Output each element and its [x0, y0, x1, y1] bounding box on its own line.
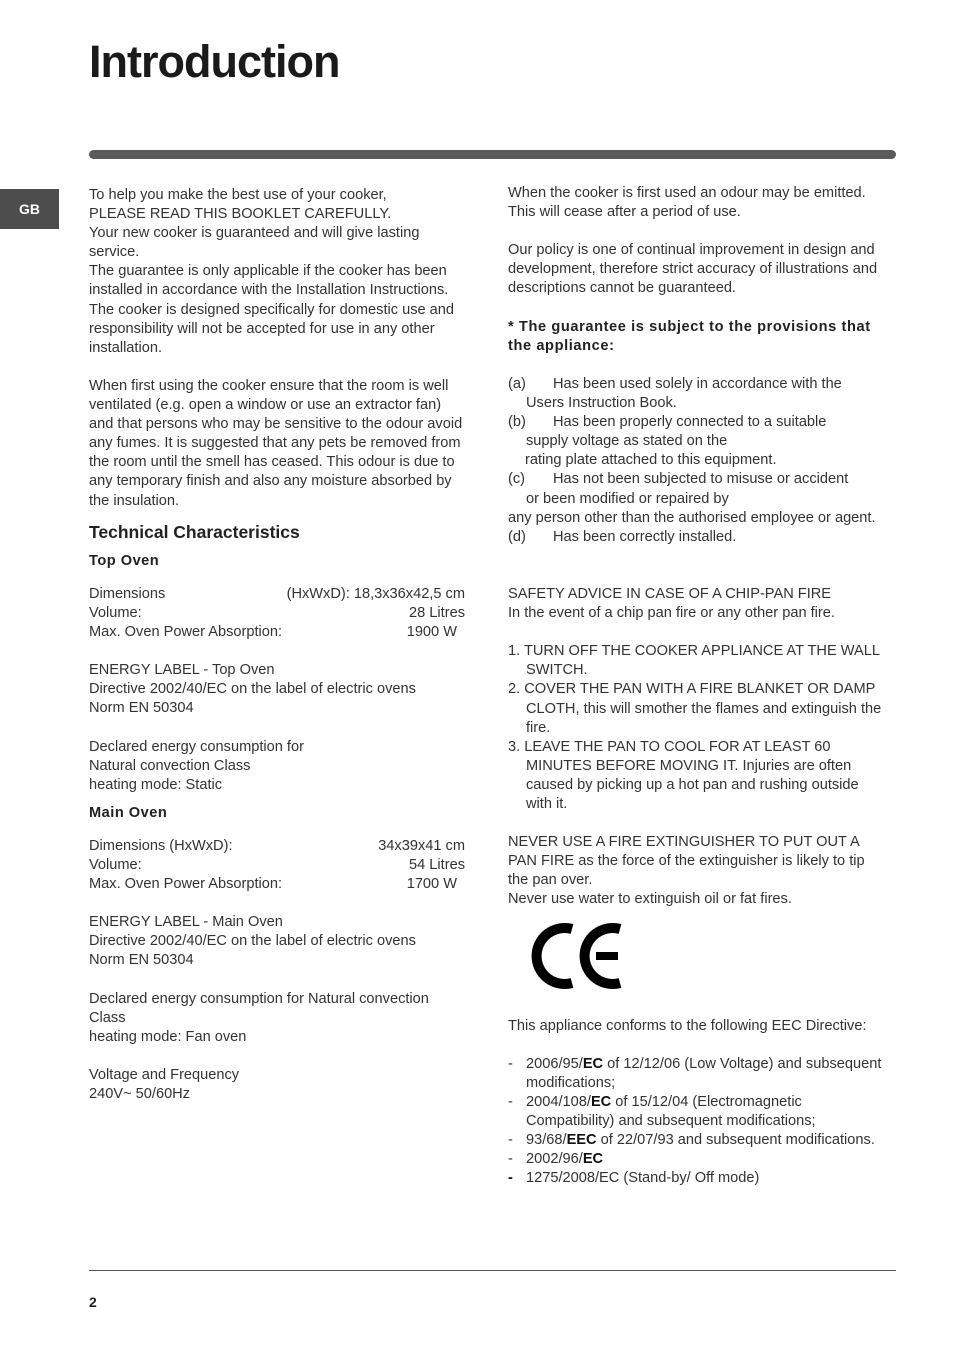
right-column: When the cooker is first used an odour may be emitted. This will cease after a period of use. Our policy is one of continual improvement in design and development, therefore strict accuracy of illustrations and descriptions cannot be guaranteed. * The guarantee is subject to the provisions that the appliance: (a) Has been used solely in accordance with the Users Instruction Book. (b) Has been properly connected to a suitable supply voltage as stated on the rating plate attached to this equipment. (c) Has not been subjected to misuse or accident or been modified or repaired by any person other than the authorised employee or agent. (d) Has been correctly installed. SAFETY ADVICE IN CASE OF A CHIP-PAN FIRE In the event of a chip pan fire or any other pan fire. 1. TURN OFF THE COOKER APPLIANCE AT THE WALL SWITCH. 2. COVER THE PAN WITH A FIRE BLANKET OR DAMP CLOTH, this will smother the flames and extinguish the fire. 3. LEAVE THE PAN TO COOL FOR AT LEAST 60 MINUTES BEFORE MOVING IT. Injuries are often caused by picking up a hot pan and rushing outside with it. NEVER USE A FIRE EXTINGUISHER TO PUT OUT A PAN FIRE as the force of the extinguisher is likely to tip the pan over. Never use water to extinguish oil or fat fires. This appliance conforms to the following EEC Directive: - 2006/95/EC of 12/12/06 (Low Voltage) and subsequent modifications; - 2004/108/EC of 15/12/04 (Electromagnetic Compatibility) and subsequent modifications; - 93/68/EEC of 22/07/93 and subsequent modifications. - 2002/96/EC - 1275/2008/EC (Stand-by/ Off mode) [508, 184, 884, 1188]
directive-item: - 93/68/EEC of 22/07/93 and subsequent modifications. [508, 1132, 875, 1149]
page-title: Introduction [89, 36, 340, 87]
safety-intro: In the event of a chip pan fire or any other pan fire. [508, 605, 835, 622]
directive-item: - 2006/95/EC of 12/12/06 (Low Voltage) and subsequent modifications; [508, 1055, 882, 1091]
main-directive: Directive 2002/40/EC on the label of electric ovens [89, 933, 416, 950]
intro-line: PLEASE READ THIS BOOKLET CAREFULLY. [89, 206, 392, 223]
top-power-row: Max. Oven Power Absorption: 1900 W [89, 623, 457, 640]
safety-step: 1. TURN OFF THE COOKER APPLIANCE AT THE WALL SWITCH. [508, 643, 880, 679]
voltage-label: Voltage and Frequency [89, 1067, 240, 1084]
top-declared-class: Natural convection Class [89, 757, 251, 774]
left-column [89, 186, 465, 1104]
intro-line: Your new cooker is guaranteed and will give lasting service. [89, 225, 420, 261]
top-energy-label: ENERGY LABEL - Top Oven [89, 662, 275, 679]
tech-heading: Technical Characteristics [89, 521, 300, 542]
extinguisher-warning: NEVER USE A FIRE EXTINGUISHER TO PUT OUT A PAN FIRE as the force of the extinguisher is likely to tip the pan over. [508, 834, 865, 889]
page-number: 2 [89, 1294, 97, 1310]
condition-item: (c) Has not been subjected to misuse or accident [508, 471, 849, 488]
top-declared: Declared energy consumption for [89, 738, 304, 755]
top-dimensions-row: Dimensions (HxWxD): 18,3x36x42,5 cm [89, 585, 465, 602]
condition-item: (a) Has been used solely in accordance with the [508, 375, 842, 392]
safety-step: 3. LEAVE THE PAN TO COOL FOR AT LEAST 60 MINUTES BEFORE MOVING IT. Injuries are often caused by picking up a hot pan and rushing outside with it. [508, 738, 859, 812]
conformity-statement: This appliance conforms to the following EEC Directive: [508, 1017, 867, 1034]
main-norm: Norm EN 50304 [89, 952, 194, 969]
top-directive: Directive 2002/40/EC on the label of electric ovens [89, 681, 416, 698]
directive-item: - 2004/108/EC of 15/12/04 (Electromagnetic Compatibility) and subsequent modifications; [508, 1093, 816, 1130]
condition-item: (d) Has been correctly installed. [508, 528, 737, 545]
ventilation-paragraph: When first using the cooker ensure that the room is well ventilated (e.g. open a window or use an extractor fan) and that persons who may be sensitive to the odour avoid any fumes. It is suggested that any pets be removed from the room until the smell has ceased. This odour is due to any temporary finish and also any moisture absorbed by the insulation. [89, 377, 463, 509]
ce-mark-icon [528, 921, 624, 991]
main-declared: Declared energy consumption for Natural convection Class [89, 990, 429, 1026]
directive-item: - 2002/96/EC [508, 1151, 604, 1168]
top-heating-mode: heating mode: Static [89, 776, 223, 793]
language-tab: GB [0, 189, 59, 229]
policy-paragraph: Our policy is one of continual improvement in design and development, therefore strict accuracy of illustrations and descriptions cannot be guaranteed. [508, 242, 878, 297]
main-energy-label: ENERGY LABEL - Main Oven [89, 914, 283, 931]
main-volume-row: Volume: 54 Litres [89, 857, 465, 873]
main-dimensions-row: Dimensions (HxWxD): 34x39x41 cm [89, 837, 465, 854]
guarantee-heading: * The guarantee is subject to the provisions that the appliance: [508, 318, 871, 354]
water-warning: Never use water to extinguish oil or fat fires. [508, 891, 792, 908]
top-volume-row: Volume: 28 Litres [89, 604, 465, 621]
header-divider [89, 150, 896, 159]
main-oven-heading: Main Oven [89, 804, 168, 821]
intro-line: To help you make the best use of your cooker, [89, 187, 387, 203]
odour-paragraph: When the cooker is first used an odour may be emitted. This will cease after a period of use. [508, 185, 866, 221]
intro-line: The guarantee is only applicable if the cooker has been installed in accordance with the Installation Instructions. [89, 263, 449, 299]
footer-divider [89, 1270, 896, 1271]
voltage-value: 240V~ 50/60Hz [89, 1086, 191, 1103]
top-oven-heading: Top Oven [89, 552, 160, 569]
condition-item: (b) Has been properly connected to a suitable [508, 414, 827, 431]
main-heating-mode: heating mode: Fan oven [89, 1028, 247, 1045]
directive-item: - 1275/2008/EC (Stand-by/ Off mode) [508, 1170, 760, 1187]
top-norm: Norm EN 50304 [89, 700, 194, 717]
intro-line: The cooker is designed specifically for domestic use and responsibility will not be accepted for use in any other installation. [89, 301, 455, 356]
main-power-row: Max. Oven Power Absorption: 1700 W [89, 876, 457, 893]
safety-step: 2. COVER THE PAN WITH A FIRE BLANKET OR DAMP CLOTH, this will smother the flames and extinguish the fire. [508, 681, 882, 736]
safety-heading: SAFETY ADVICE IN CASE OF A CHIP-PAN FIRE [508, 585, 832, 602]
